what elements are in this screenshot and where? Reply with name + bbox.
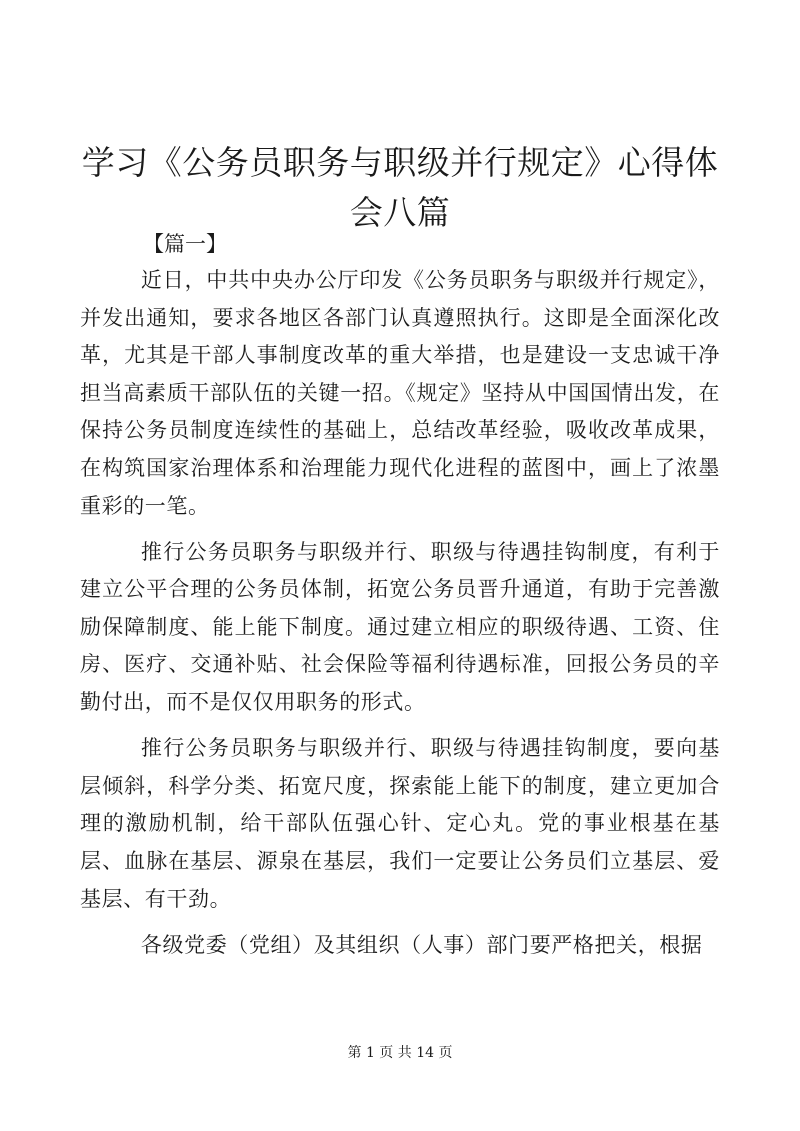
paragraph: 推行公务员职务与职级并行、职级与待遇挂钩制度，要向基层倾斜，科学分类、拓宽尺度，探索能上能下的制度，建立更加合理的激励机制，给干部队伍强心针、定心丸。党的事业根基在基层、血脉在基层、源泉在基层，我们一定要让公务员们立基层、爱基层、有干劲。 xyxy=(80,736,720,911)
paragraph: 各级党委（党组）及其组织（人事）部门要严格把关，根据 xyxy=(140,932,703,957)
paragraph: 推行公务员职务与职级并行、职级与待遇挂钩制度，有利于建立公平合理的公务员体制，拓宽公务员晋升通道，有助于完善激励保障制度、能上能下制度。通过建立相应的职级待遇、工资、住房、医疗、交通补贴、社会保险等福利待遇标准，回报公务员的辛勤付出，而不是仅仅用职务的形式。 xyxy=(80,539,720,715)
document-body xyxy=(80,262,720,973)
section-label: 【篇一】 xyxy=(143,232,227,256)
page-title: 学习《公务员职务与职级并行规定》心得体会八篇 xyxy=(81,143,719,232)
page-footer: 第 1 页 共 14 页 xyxy=(347,1045,453,1061)
paragraph: 近日，中共中央办公厅印发《公务员职务与职级并行规定》，并发出通知，要求各地区各部门认真遵照执行。这即是全面深化改革，尤其是干部人事制度改革的重大举措，也是建设一支忠诚干净担当高素质干部队伍的关键一招。《规定》坚持从中国国情出发，在保持公务员制度连续性的基础上，总结改革经验，吸收改革成果，在构筑国家治理体系和治理能力现代化进程的蓝图中，画上了浓墨重彩的一笔。 xyxy=(80,268,720,518)
